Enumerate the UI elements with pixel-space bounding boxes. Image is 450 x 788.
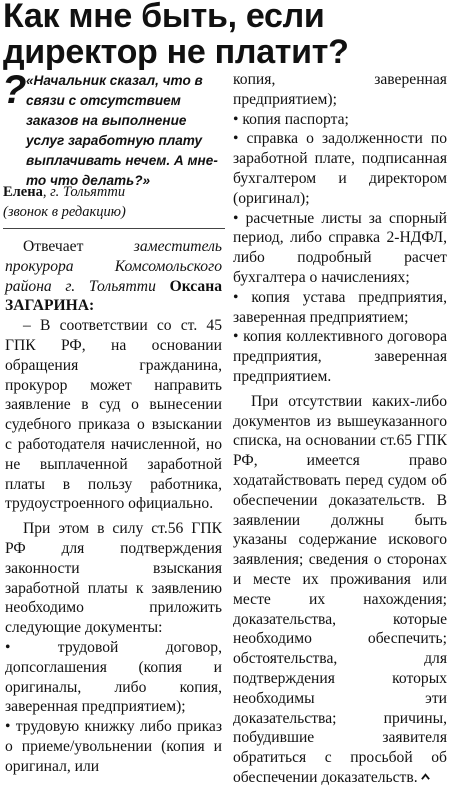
answer-byline	[5, 237, 222, 316]
article-column-left	[5, 237, 222, 777]
divider	[3, 228, 225, 229]
headline: Как мне быть, если директор не платит?	[3, 0, 349, 71]
body-paragraph-2: При этом в силу ст.56 ГПК РФ для подтверждения законности взыскания заработной платы к заявлению необходимо приложить следующие документы:	[5, 520, 222, 637]
author-note: (звонок в редакцию)	[3, 204, 126, 220]
list-item: • справка о задолженности по заработной плате, подписанная бухгалтером и директором (оригинал);	[233, 130, 447, 207]
answer-lead: Отвечает	[23, 238, 84, 255]
list-item: • копия устава предприятия, заверенная предприятием;	[233, 288, 447, 326]
question-author: Елена, г. Тольятти (звонок в редакцию)	[3, 184, 126, 220]
article-column-right	[233, 70, 447, 788]
list-item-continued: копия, заверенная предприятием);	[233, 71, 447, 108]
list-item: • копия коллективного договора предприятия, заверенная предприятием.	[233, 328, 447, 385]
body-paragraph-1: – В соответствии со ст. 45 ГПК РФ, на основании обращения гражданина, прокурор может направить заявление в суд о вынесении судебного приказа о взыскании с работодателя начисленной, но не выплаченной заработной платы в пользу работника, трудоустроенного официально.	[5, 317, 222, 513]
list-item: • трудовой договор, допсоглашения (копия и оригиналы, либо копия, заверенная предприятием);	[5, 638, 222, 716]
body-paragraph-3	[233, 392, 447, 788]
author-city: г. Тольятти	[50, 184, 126, 200]
body-paragraph-3-text: При отсутствии каких-либо документов из вышеуказанного списка, на основании ст.65 ГПК РФ, имеется право ходатайствовать перед судом об обеспечении доказательств. В заявлении должны быть указаны содержание искового заявления; сведения о сторонах и месте их проживания или месте их нахождения; доказательства, которые необходимо обеспечить; обстоятельства, для подтверждения которых необходимы эти доказательства; причины, побудившие заявителя обратиться с просьбой об обеспечении доказательств.	[233, 392, 447, 786]
end-of-article-icon	[421, 772, 430, 781]
question-mark-icon: ?	[2, 68, 27, 112]
reader-question: «Начальник сказал, что в связи с отсутствием заказов на выполнение услуг заработную плату выплачивать нечем. А мне-то что делать?»	[26, 73, 218, 188]
author-name: Елена	[3, 184, 43, 200]
list-item: • копия паспорта;	[233, 110, 349, 128]
answer-name: Оксана ЗАГАРИНА:	[5, 277, 222, 315]
answer-position: заместитель прокурора Комсомольского района г. Тольятти	[5, 238, 222, 295]
list-item: • трудовую книжку либо приказ о приеме/увольнении (копия и оригинал, или	[5, 718, 222, 775]
list-item: • расчетные листы за спорный период, либо справка 2-НДФЛ, либо подробный расчет бухгалтера о начислениях;	[233, 209, 447, 286]
